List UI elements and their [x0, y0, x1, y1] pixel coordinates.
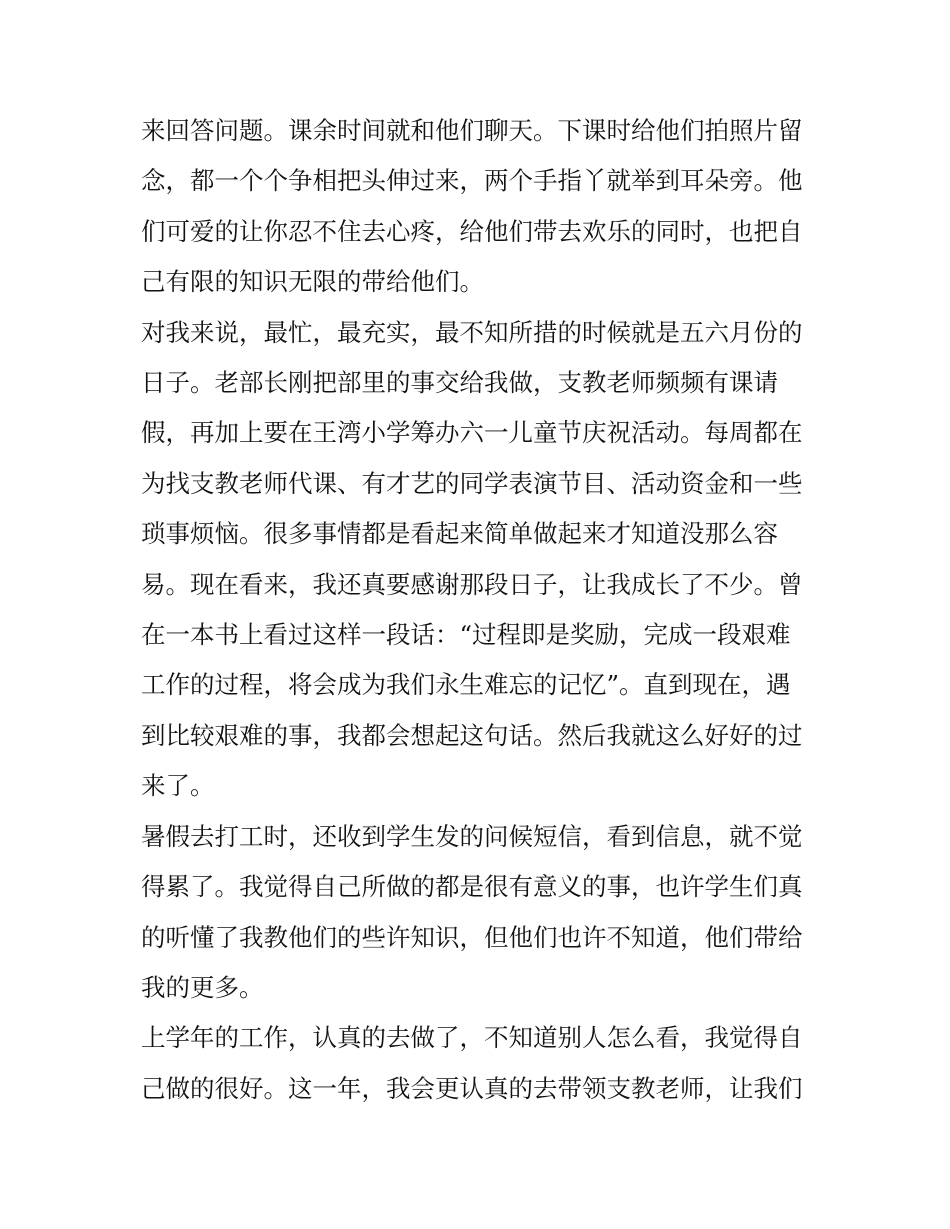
document-body	[141, 106, 811, 1114]
paragraph-1: 来回答问题。课余时间就和他们聊天。下课时给他们拍照片留念，都一个个争相把头伸过来，两个手指丫就举到耳朵旁。他们可爱的让你忍不住去心疼，给他们带去欢乐的同时，也把自己有限的知识无限的带给他们。	[141, 116, 803, 297]
paragraph-3: 暑假去打工时，还收到学生发的问候短信，看到信息，就不觉得累了。我觉得自己所做的都是很有意义的事，也许学生们真的听懂了我教他们的些许知识，但他们也许不知道，他们带给我的更多。	[141, 821, 803, 1002]
paragraph-2: 对我来说，最忙，最充实，最不知所措的时候就是五六月份的日子。老部长刚把部里的事交给我做，支教老师频频有课请假，再加上要在王湾小学筹办六一儿童节庆祝活动。每周都在为找支教老师代课、有才艺的同学表演节目、活动资金和一些琐事烦恼。很多事情都是看起来简单做起来才知道没那么容易。现在看来，我还真要感谢那段日子，让我成长了不少。曾在一本书上看过这样一段话：“过程即是奖励，完成一段艰难工作的过程，将会成为我们永生难忘的记忆”。直到现在，遇到比较艰难的事，我都会想起这句话。然后我就这么好好的过来了。	[141, 317, 803, 801]
paragraph-4: 上学年的工作，认真的去做了，不知道别人怎么看，我觉得自己做的很好。这一年，我会更认真的去带领支教老师，让我们	[141, 1023, 803, 1103]
